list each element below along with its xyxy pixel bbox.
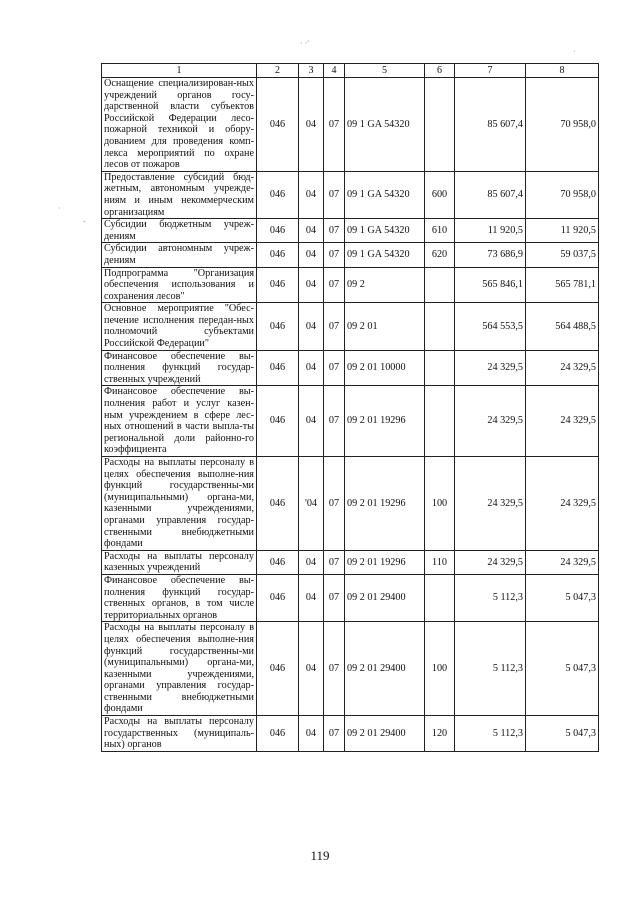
ved-cell: 046: [257, 303, 299, 350]
section-cell: 04: [299, 219, 324, 243]
amount-cell: 24 329,5: [455, 457, 526, 551]
amount-cell: 5 112,3: [455, 622, 526, 716]
column-header: 8: [526, 64, 599, 78]
table-row: [102, 574, 599, 621]
scan-speck: ·: [58, 204, 61, 213]
amount-cell: 565 781,1: [526, 267, 599, 303]
amount-cell: 24 329,5: [526, 457, 599, 551]
row-name-cell: Субсидии бюджетным учреж-дениям: [102, 219, 257, 243]
subsection-cell: 07: [324, 386, 345, 457]
subsection-cell: 07: [324, 219, 345, 243]
section-cell: 04: [299, 622, 324, 716]
table-row: [102, 243, 599, 267]
amount-cell: 24 329,5: [455, 386, 526, 457]
section-cell: 04: [299, 171, 324, 218]
scan-speck: · ·': [300, 39, 309, 48]
amount-cell: 11 920,5: [526, 219, 599, 243]
amount-cell: 70 958,0: [526, 78, 599, 172]
row-name-cell: Расходы на выплаты персоналу казенных учреждений: [102, 550, 257, 574]
table-row: [102, 350, 599, 386]
row-name-cell: Расходы на выплаты персоналу государственных (муниципаль-ных) органов: [102, 716, 257, 752]
ved-cell: 046: [257, 350, 299, 386]
amount-cell: 5 047,3: [526, 574, 599, 621]
row-name-cell: Подпрограмма "Организация обеспечения использования и сохранения лесов": [102, 267, 257, 303]
table-row: [102, 171, 599, 218]
amount-cell: 5 047,3: [526, 622, 599, 716]
amount-cell: 85 607,4: [455, 171, 526, 218]
expense-type-cell: 100: [425, 457, 455, 551]
row-name-cell: Финансовое обеспечение вы-полнения функций государ-ственных органов, в том числе территориальных органов: [102, 574, 257, 621]
column-header: 3: [299, 64, 324, 78]
section-cell: 04: [299, 716, 324, 752]
target-article-cell: 09 2 01 29400: [345, 716, 425, 752]
target-article-cell: 09 2 01 19296: [345, 386, 425, 457]
table-header-row: [102, 64, 599, 78]
table-row: [102, 622, 599, 716]
row-name-cell: Оснащение специализирован-ных учреждений органов госу-дарственной власти субъектов Российской Федерации лесо-пожарной техникой и обору-дованием для проведения комп-лекса мероприятий по охране лесов от пожаров: [102, 78, 257, 172]
section-cell: '04: [299, 457, 324, 551]
column-header: 1: [102, 64, 257, 78]
expense-type-cell: 120: [425, 716, 455, 752]
subsection-cell: 07: [324, 457, 345, 551]
ved-cell: 046: [257, 574, 299, 621]
row-name-cell: Расходы на выплаты персоналу в целях обеспечения выполне-ния функций государственны-ми (муниципальными) органа-ми, казенными учреждениями, органами управления государ-ственными внебюджетными фондами: [102, 457, 257, 551]
subsection-cell: 07: [324, 550, 345, 574]
table-row: [102, 78, 599, 172]
column-header: 5: [345, 64, 425, 78]
amount-cell: 73 686,9: [455, 243, 526, 267]
subsection-cell: 07: [324, 716, 345, 752]
amount-cell: 70 958,0: [526, 171, 599, 218]
row-name-cell: Расходы на выплаты персоналу в целях обеспечения выполне-ния функций государственны-ми (муниципальными) органа-ми, казенными учреждениями, органами управления государ-ственными внебюджетными фондами: [102, 622, 257, 716]
amount-cell: 24 329,5: [526, 386, 599, 457]
row-name-cell: Финансовое обеспечение вы-полнения функций государ-ственных учреждений: [102, 350, 257, 386]
scan-speck: ·: [573, 47, 576, 56]
budget-table: [101, 63, 599, 752]
section-cell: 04: [299, 267, 324, 303]
table-row: [102, 219, 599, 243]
row-name-cell: Субсидии автономным учреж-дениям: [102, 243, 257, 267]
target-article-cell: 09 1 GA 54320: [345, 78, 425, 172]
subsection-cell: 07: [324, 243, 345, 267]
subsection-cell: 07: [324, 171, 345, 218]
section-cell: 04: [299, 574, 324, 621]
amount-cell: 24 329,5: [455, 350, 526, 386]
amount-cell: 564 488,5: [526, 303, 599, 350]
expense-type-cell: [425, 386, 455, 457]
ved-cell: 046: [257, 219, 299, 243]
ved-cell: 046: [257, 716, 299, 752]
subsection-cell: 07: [324, 303, 345, 350]
target-article-cell: 09 2: [345, 267, 425, 303]
table-row: [102, 303, 599, 350]
amount-cell: 85 607,4: [455, 78, 526, 172]
section-cell: 04: [299, 386, 324, 457]
section-cell: 04: [299, 303, 324, 350]
expense-type-cell: [425, 350, 455, 386]
page-number: 119: [310, 848, 330, 863]
section-cell: 04: [299, 350, 324, 386]
ved-cell: 046: [257, 386, 299, 457]
amount-cell: 24 329,5: [526, 350, 599, 386]
table-row: [102, 267, 599, 303]
ved-cell: 046: [257, 457, 299, 551]
expense-type-cell: 610: [425, 219, 455, 243]
target-article-cell: 09 1 GA 54320: [345, 243, 425, 267]
row-name-cell: Основное мероприятие "Обес-печение исполнения передан-ных полномочий субъектами Российской Федерации": [102, 303, 257, 350]
ved-cell: 046: [257, 171, 299, 218]
ved-cell: 046: [257, 267, 299, 303]
subsection-cell: 07: [324, 574, 345, 621]
expense-type-cell: 110: [425, 550, 455, 574]
row-name-cell: Финансовое обеспечение вы-полнения работ и услуг казен-ным учреждением в сфере лес-ных отношений в части выпла-ты региональной доли районно-го коэффициента: [102, 386, 257, 457]
expense-type-cell: [425, 303, 455, 350]
section-cell: 04: [299, 550, 324, 574]
target-article-cell: 09 2 01 29400: [345, 574, 425, 621]
amount-cell: 24 329,5: [455, 550, 526, 574]
section-cell: 04: [299, 243, 324, 267]
target-article-cell: 09 1 GA 54320: [345, 219, 425, 243]
amount-cell: 5 112,3: [455, 574, 526, 621]
ved-cell: 046: [257, 550, 299, 574]
expense-type-cell: [425, 267, 455, 303]
expense-type-cell: [425, 574, 455, 621]
target-article-cell: 09 2 01 10000: [345, 350, 425, 386]
scan-speck: -: [83, 217, 86, 226]
amount-cell: 565 846,1: [455, 267, 526, 303]
ved-cell: 046: [257, 243, 299, 267]
subsection-cell: 07: [324, 622, 345, 716]
subsection-cell: 07: [324, 350, 345, 386]
amount-cell: 59 037,5: [526, 243, 599, 267]
column-header: 6: [425, 64, 455, 78]
subsection-cell: 07: [324, 78, 345, 172]
amount-cell: 5 112,3: [455, 716, 526, 752]
column-header: 4: [324, 64, 345, 78]
target-article-cell: 09 2 01 19296: [345, 550, 425, 574]
amount-cell: 564 553,5: [455, 303, 526, 350]
expense-type-cell: [425, 78, 455, 172]
table-row: [102, 550, 599, 574]
column-header: 7: [455, 64, 526, 78]
target-article-cell: 09 2 01 19296: [345, 457, 425, 551]
table-row: [102, 386, 599, 457]
column-header: 2: [257, 64, 299, 78]
row-name-cell: Предоставление субсидий бюд-жетным, автономным учрежде-ниям и иным некоммерческим организациям: [102, 171, 257, 218]
expense-type-cell: 100: [425, 622, 455, 716]
amount-cell: 24 329,5: [526, 550, 599, 574]
table-row: [102, 457, 599, 551]
expense-type-cell: 620: [425, 243, 455, 267]
ved-cell: 046: [257, 622, 299, 716]
target-article-cell: 09 2 01: [345, 303, 425, 350]
section-cell: 04: [299, 78, 324, 172]
table-row: [102, 716, 599, 752]
expense-type-cell: 600: [425, 171, 455, 218]
target-article-cell: 09 1 GA 54320: [345, 171, 425, 218]
ved-cell: 046: [257, 78, 299, 172]
amount-cell: 5 047,3: [526, 716, 599, 752]
target-article-cell: 09 2 01 29400: [345, 622, 425, 716]
subsection-cell: 07: [324, 267, 345, 303]
amount-cell: 11 920,5: [455, 219, 526, 243]
